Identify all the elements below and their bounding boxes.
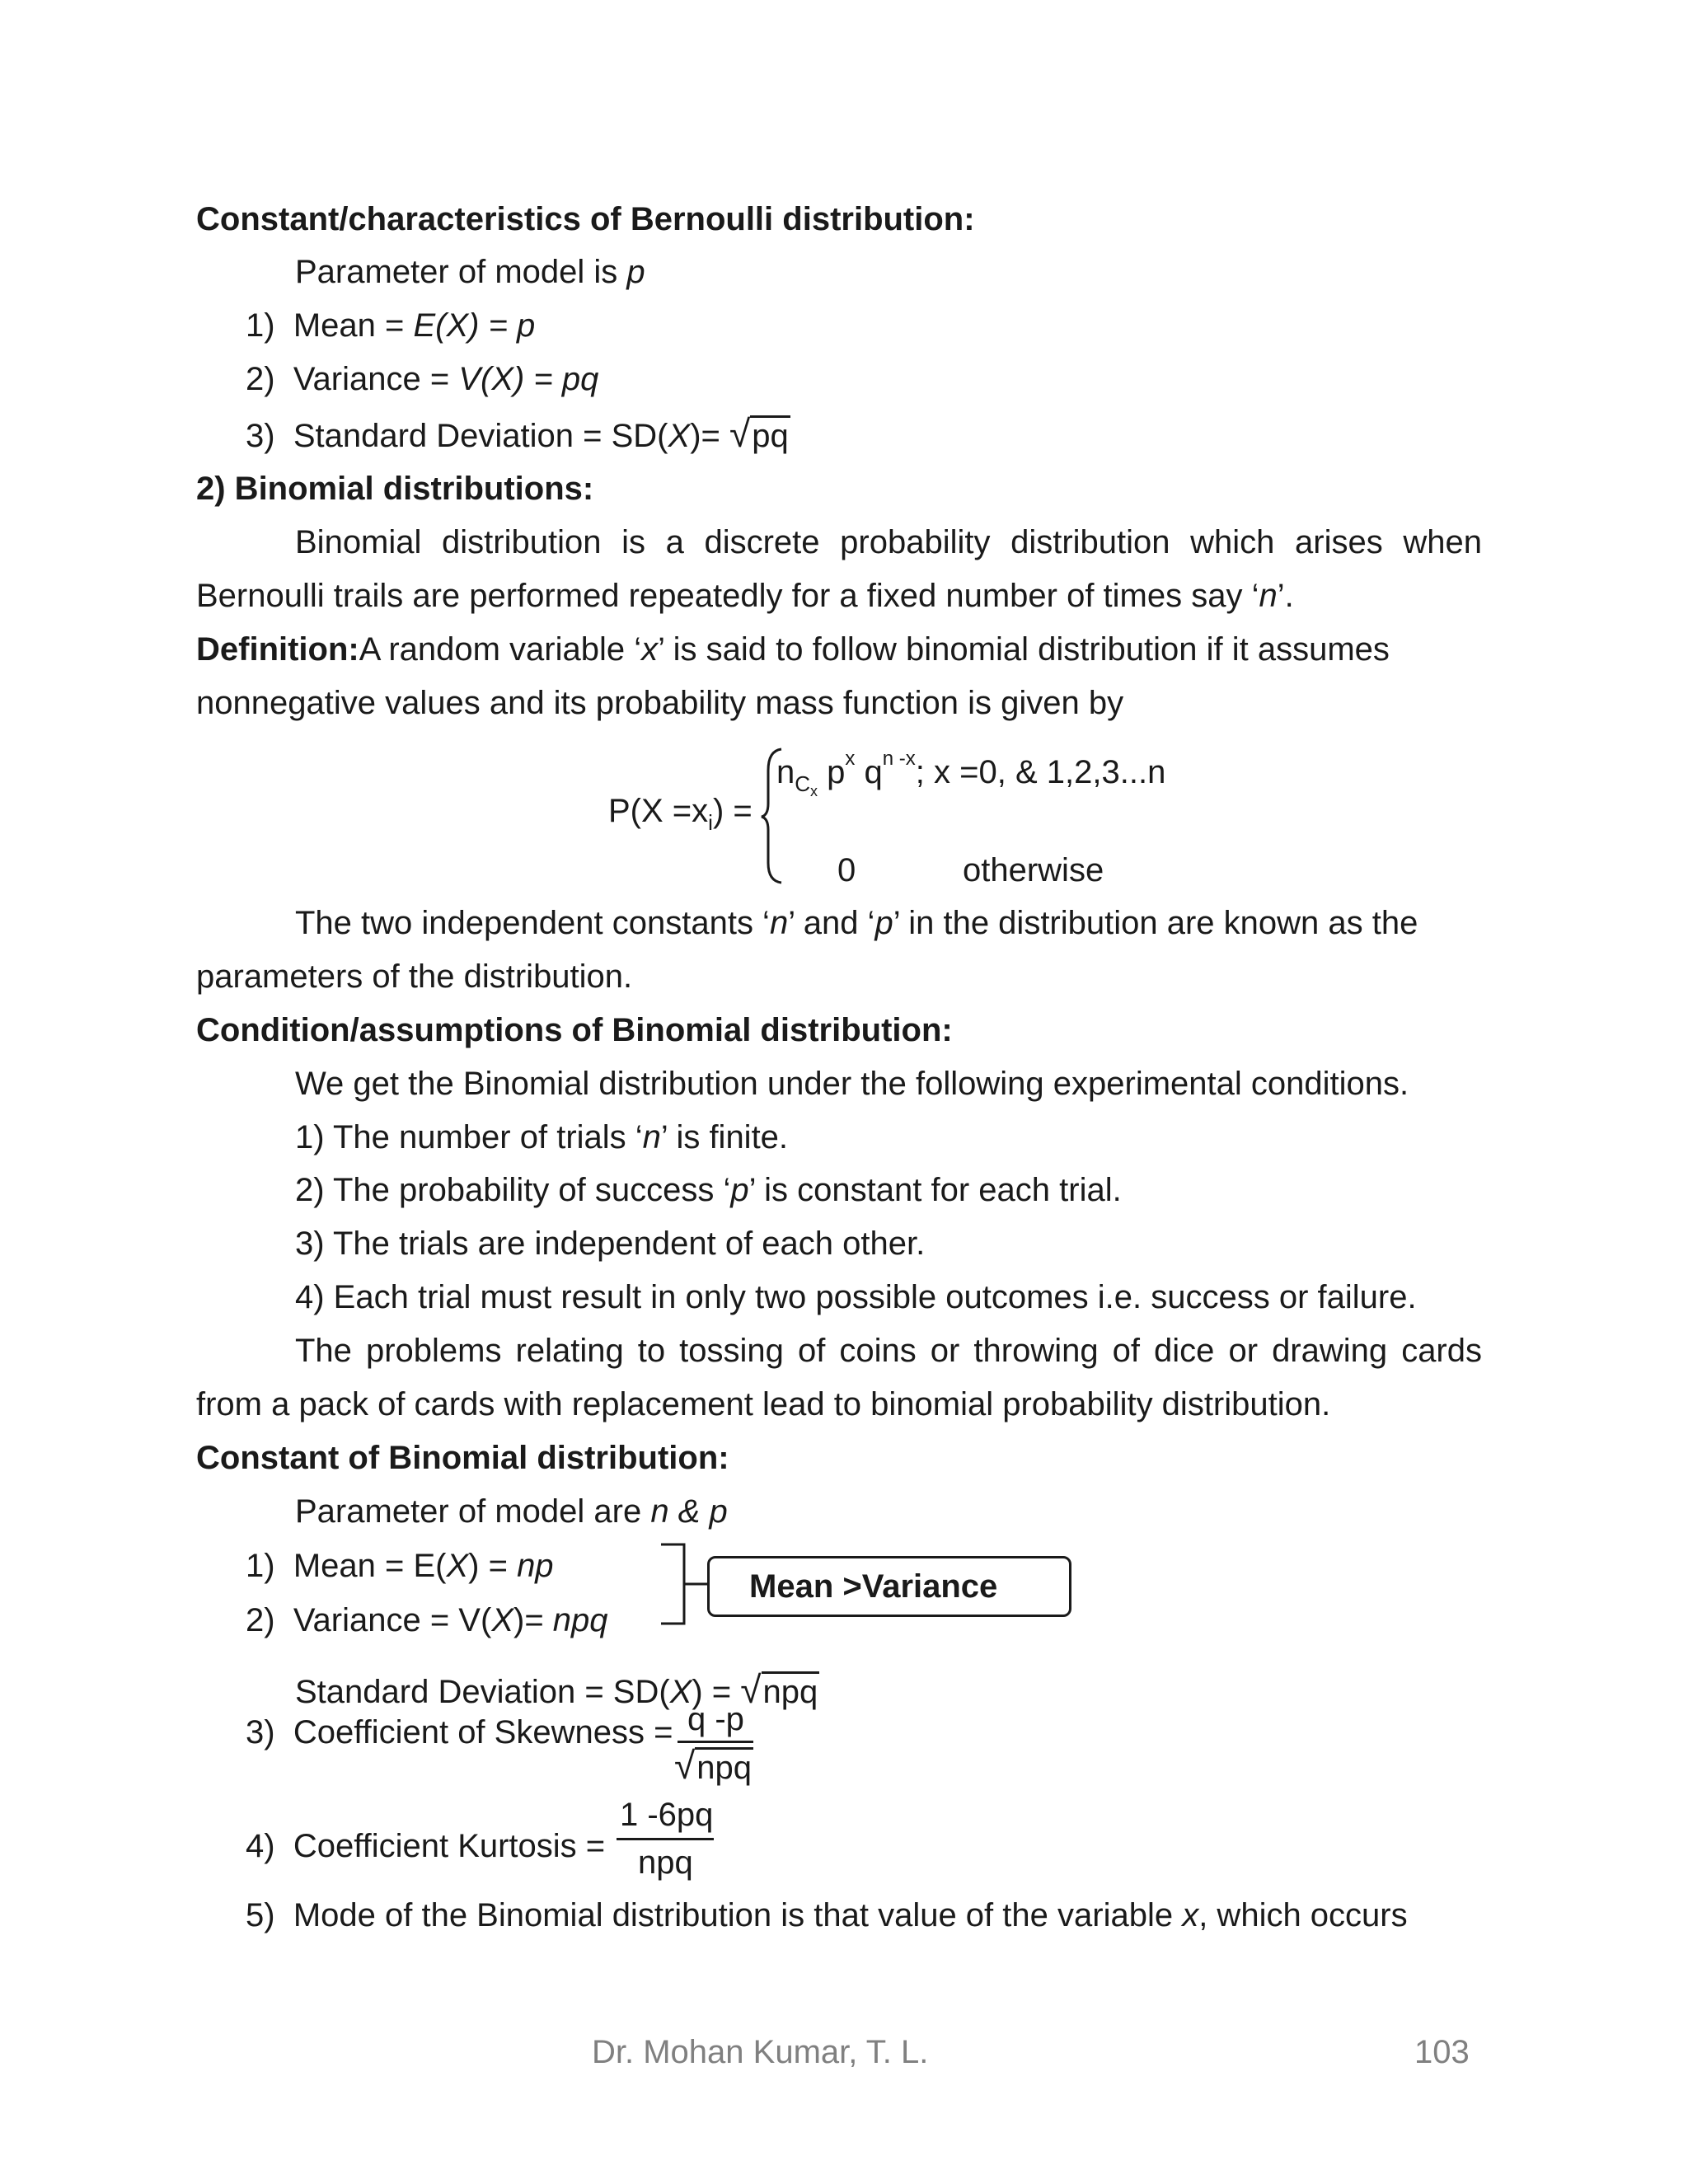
mean-variance-callout: Mean >Variance: [707, 1556, 1071, 1617]
condition-symbol: n: [642, 1119, 661, 1155]
pmf-c: C: [795, 771, 811, 796]
binomial-variance-value: npq: [552, 1602, 608, 1638]
mode-text-inner: [293, 1896, 1408, 1935]
parameters-text-a: [295, 903, 1418, 943]
parameters-p: p: [874, 905, 893, 941]
parameters-text-start: The two independent constants ‘: [295, 905, 770, 941]
constants-parameter-text: Parameter of model are: [295, 1493, 651, 1530]
pmf-p: p: [827, 754, 846, 790]
square-root-sign: √: [740, 1668, 762, 1711]
mode-variable: x: [1182, 1897, 1199, 1933]
definition-text-start: A random variable ‘: [359, 631, 642, 668]
conditions-note-line-1: The problems relating to tossing of coins or throwing of dice or drawing cards: [295, 1333, 1482, 1369]
pmf-lhs-text: P(X =x: [608, 793, 709, 829]
constants-heading: Constant of Binomial distribution:: [196, 1440, 729, 1476]
bernoulli-sd-equals: )=: [690, 418, 720, 454]
parameters-line-2: parameters of the distribution.: [196, 958, 633, 995]
binomial-intro-line-1: Binomial distribution is a discrete probability distribution which arises when: [295, 524, 1482, 560]
square-root-sign: √: [674, 1744, 696, 1787]
bernoulli-parameter-symbol: p: [626, 254, 645, 290]
page-number: 103: [1414, 2034, 1470, 2070]
condition-item-1: [295, 1118, 788, 1157]
pmf-case-1-condition: ; x =0, & 1,2,3...n: [915, 754, 1166, 790]
binomial-sd-x: X: [669, 1674, 692, 1710]
pmf-case-1: [776, 739, 1165, 811]
list-number: 2): [246, 1602, 275, 1638]
bernoulli-sd-line: [246, 414, 790, 456]
pmf-p-exponent: x: [845, 748, 856, 770]
pmf-case-2-condition: otherwise: [963, 852, 1104, 888]
binomial-intro-symbol: n: [1259, 578, 1278, 614]
binomial-sd-label: Standard Deviation = SD(: [295, 1674, 670, 1710]
definition-line-2: nonnegative values and its probability mass function is given by: [196, 685, 1124, 721]
bernoulli-heading: Constant/characteristics of Bernoulli distribution:: [196, 201, 975, 237]
condition-text-end: ’ is constant for each trial.: [748, 1172, 1122, 1208]
pmf-c-subscript: x: [810, 783, 818, 799]
bernoulli-mean-line: [246, 306, 535, 345]
pmf-q-exponent: n -x: [882, 748, 916, 770]
definition-text-a: [359, 630, 1390, 669]
pmf-case-2-value: 0: [837, 852, 856, 888]
parameters-and: ’ and ‘: [788, 905, 875, 941]
square-root-sign: √: [729, 412, 751, 455]
definition-label: Definition:: [196, 631, 359, 668]
kurtosis-fraction-bar: [617, 1838, 714, 1840]
conditions-note-line-2: from a pack of cards with replacement lead to binomial probability distribution.: [196, 1386, 1331, 1422]
right-bracket-icon: [659, 1541, 710, 1627]
bernoulli-variance-label: Variance =: [293, 361, 459, 397]
condition-text: 1) The number of trials ‘: [295, 1119, 643, 1155]
binomial-intro-line-2: [196, 576, 1294, 616]
skewness-numerator: q -p: [687, 1701, 744, 1737]
skewness-label: Coefficient of Skewness =: [293, 1714, 673, 1750]
binomial-mean-value: np: [517, 1548, 554, 1584]
binomial-intro-text: Bernoulli trails are performed repeatedly for a fixed number of times say ‘: [196, 578, 1259, 614]
skewness-denominator: [674, 1746, 753, 1788]
footer-author: Dr. Mohan Kumar, T. L.: [592, 2034, 929, 2070]
binomial-intro-end: ’.: [1277, 578, 1294, 614]
binomial-variance-label: Variance = V(: [293, 1602, 492, 1638]
mode-text-start: Mode of the Binomial distribution is that value of the variable: [293, 1897, 1183, 1933]
definition-variable: x: [641, 631, 659, 668]
pmf-lhs-equals: ) =: [712, 793, 753, 829]
pmf-q: q: [864, 754, 883, 790]
kurtosis-label: Coefficient Kurtosis =: [293, 1828, 606, 1864]
mode-text-end: , which occurs: [1198, 1897, 1408, 1933]
pmf-lhs-subscript: i: [708, 810, 713, 835]
conditions-intro: We get the Binomial distribution under the following experimental conditions.: [295, 1066, 1409, 1102]
definition-line-1: [196, 630, 1482, 669]
bernoulli-parameter-text: Parameter of model is: [295, 254, 627, 290]
kurtosis-denominator: npq: [638, 1844, 693, 1881]
bernoulli-mean-label: Mean =: [293, 307, 414, 344]
skewness-fraction-bar: [678, 1741, 753, 1743]
pmf-n: n: [776, 754, 795, 790]
binomial-sd-equals: ) =: [692, 1674, 741, 1710]
binomial-sd-radicand: npq: [762, 1671, 820, 1710]
list-number: 1): [246, 307, 275, 344]
condition-text: 2) The probability of success ‘: [295, 1172, 731, 1208]
binomial-heading: 2) Binomial distributions:: [196, 471, 594, 507]
list-number: 3): [246, 1714, 275, 1750]
constants-parameter-line: [295, 1492, 728, 1531]
binomial-variance-x: X: [491, 1602, 513, 1638]
mode-text: [293, 1896, 1482, 1935]
kurtosis-numerator: 1 -6pq: [620, 1797, 714, 1833]
bernoulli-variance-expression: V(X) = pq: [458, 361, 599, 397]
mode-line: [246, 1896, 1482, 1935]
condition-text-end: ’ is finite.: [660, 1119, 789, 1155]
list-number: 2): [246, 361, 275, 397]
constants-parameter-symbols: n & p: [650, 1493, 728, 1530]
parameters-text-end: ’ in the distribution are known as the: [893, 905, 1418, 941]
bernoulli-sd-symbol: X: [668, 418, 691, 454]
condition-item-2: [295, 1170, 1122, 1210]
binomial-mean-equals: ) =: [468, 1548, 518, 1584]
bernoulli-mean-expression: E(X) = p: [413, 307, 536, 344]
pmf-lhs: [608, 791, 753, 842]
binomial-mean-line: [246, 1546, 554, 1586]
bernoulli-sd-radicand: pq: [750, 415, 790, 454]
kurtosis-line: [246, 1826, 605, 1866]
condition-item-4: 4) Each trial must result in only two possible outcomes i.e. success or failure.: [295, 1279, 1417, 1315]
parameters-line-1: [295, 903, 1482, 943]
binomial-variance-equals: )=: [513, 1602, 553, 1638]
condition-symbol: p: [730, 1172, 749, 1208]
definition-text-end: ’ is said to follow binomial distribution if it assumes: [658, 631, 1390, 668]
skewness-radicand: npq: [695, 1747, 753, 1786]
bernoulli-parameter-line: [295, 252, 645, 292]
list-number: 4): [246, 1828, 275, 1864]
skewness-line: [246, 1713, 673, 1752]
list-number: 1): [246, 1548, 275, 1584]
bernoulli-sd-label: Standard Deviation = SD(: [293, 418, 668, 454]
list-number: 5): [246, 1897, 275, 1933]
binomial-mean-x: X: [446, 1548, 469, 1584]
conditions-heading: Condition/assumptions of Binomial distribution:: [196, 1012, 953, 1048]
definition-text: [359, 630, 1482, 669]
condition-item-3: 3) The trials are independent of each other.: [295, 1226, 926, 1262]
list-number: 3): [246, 418, 275, 454]
binomial-mean-label: Mean = E(: [293, 1548, 447, 1584]
bernoulli-variance-line: [246, 359, 598, 399]
parameters-n: n: [769, 905, 789, 941]
binomial-variance-line: [246, 1601, 608, 1640]
